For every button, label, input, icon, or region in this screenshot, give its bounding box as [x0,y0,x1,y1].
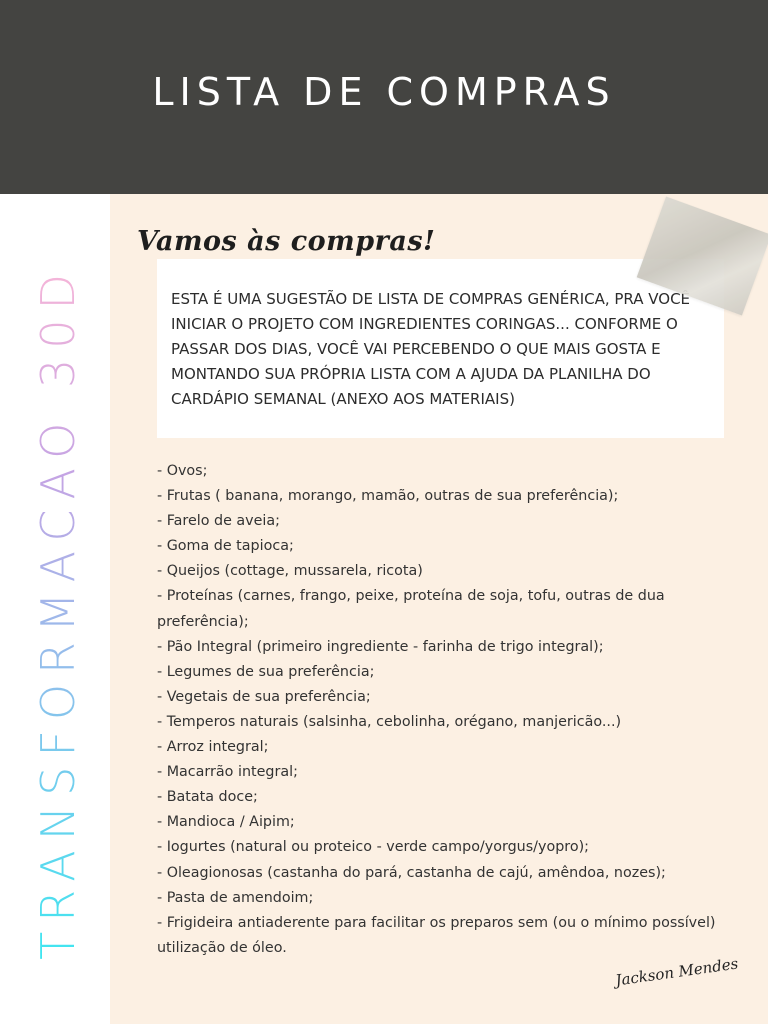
side-vertical-title: TRANSFORMACAO 30D [31,264,85,960]
intro-text: ESTA É UMA SUGESTÃO DE LISTA DE COMPRAS GENÉRICA, PRA VOCÊ INICIAR O PROJETO COM INGREDIENTES CORINGAS... CONFORME O PASSAR DOS DIAS, VOCÊ VAI PERCEBENDO O QUE MAIS GOSTA E MONTANDO SUA PRÓPRIA LISTA COM A AJUDA DA PLANILHA DO CARDÁPIO SEMANAL (ANEXO AOS MATERIAIS) [171,290,691,408]
list-item: - Goma de tapioca; [157,538,294,555]
list-item: - Pasta de amendoim; [157,889,314,906]
list-item: - Iogurtes (natural ou proteico - verde campo/yorgus/yopro); [157,839,589,856]
page-title: LISTA DE COMPRAS [152,70,616,114]
list-item: - Mandioca / Aipim; [157,814,295,831]
list-item: - Temperos naturais (salsinha, cebolinha, orégano, manjericão...) [157,713,622,730]
list-item: - Queijos (cottage, mussarela, ricota) [157,563,423,580]
list-item: - Arroz integral; [157,739,269,756]
list-item: - Frutas ( banana, morango, mamão, outras de sua preferência); [157,488,619,505]
shopping-list [157,459,717,961]
list-item: - Batata doce; [157,789,258,806]
list-item: - Vegetais de sua preferência; [157,688,371,705]
list-item: - Proteínas (carnes, frango, peixe, proteína de soja, tofu, outras de dua preferência); [157,588,665,630]
list-item: - Ovos; [157,463,208,479]
list-item: - Macarrão integral; [157,764,298,781]
list-item: - Legumes de sua preferência; [157,663,375,680]
list-item: - Pão Integral (primeiro ingrediente - farinha de trigo integral); [157,638,604,655]
list-item: - Frigideira antiaderente para facilitar os preparos sem (ou o mínimo possível) utilização de óleo. [157,914,716,956]
list-item: - Oleagionosas (castanha do pará, castanha de cajú, amêndoa, nozes); [157,864,666,881]
list-item: - Farelo de aveia; [157,513,280,530]
signature: Jackson Mendes [614,954,740,990]
script-heading: Vamos às compras! [137,226,436,257]
